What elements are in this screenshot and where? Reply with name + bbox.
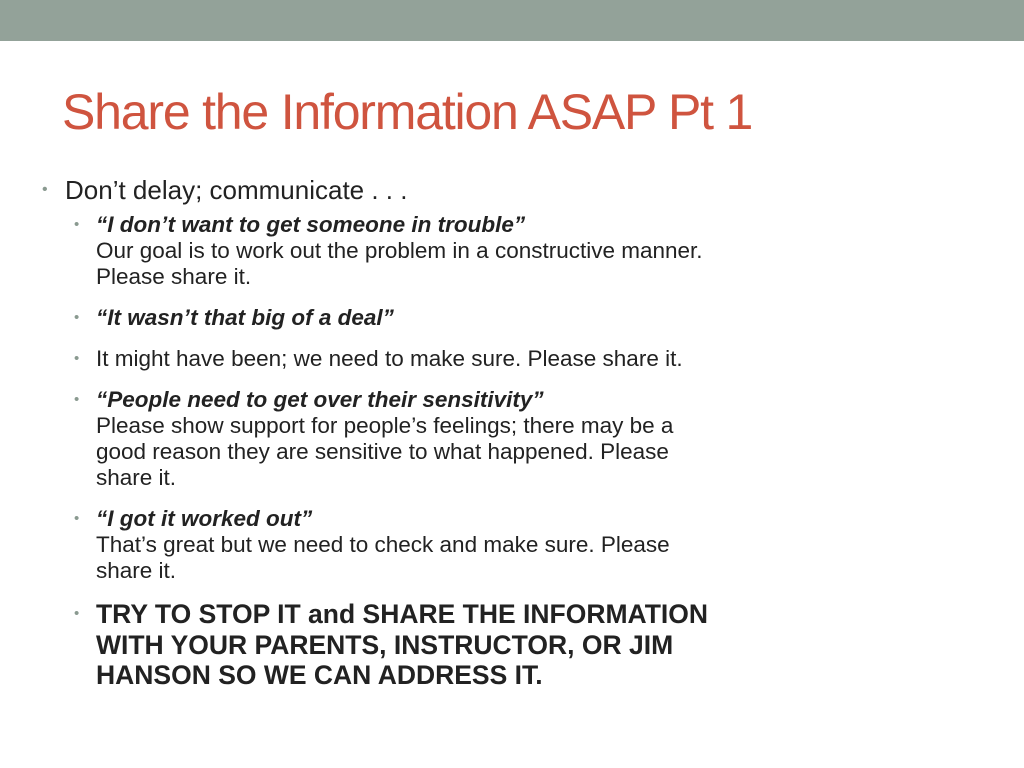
slide-body bbox=[42, 174, 882, 706]
sub-bullet-might-have-been bbox=[42, 346, 882, 372]
call-to-action-line: WITH YOUR PARENTS, INSTRUCTOR, OR JIM bbox=[96, 629, 674, 660]
response-line: Please show support for people’s feelings; there may be a bbox=[96, 413, 674, 439]
sub-bullet-worked-out bbox=[42, 506, 882, 583]
response-line: share it. bbox=[96, 557, 177, 583]
sub-bullet-big-deal bbox=[42, 305, 882, 331]
sub-bullet-call-to-action bbox=[42, 599, 882, 691]
bullet-dot-icon: • bbox=[74, 605, 80, 623]
bullet-dot-icon: • bbox=[74, 391, 80, 409]
quote-text: “I don’t want to get someone in trouble” bbox=[96, 212, 526, 237]
quote-text: “It wasn’t that big of a deal” bbox=[96, 304, 394, 330]
response-line: It might have been; we need to make sure. Please share it. bbox=[96, 346, 683, 372]
response-line: That’s great but we need to check and make sure. Please bbox=[96, 531, 670, 557]
response-line: share it. bbox=[96, 464, 177, 490]
response-line: Please share it. bbox=[96, 263, 252, 289]
top-accent-band bbox=[0, 0, 1024, 41]
call-to-action-line: TRY TO STOP IT and SHARE THE INFORMATION bbox=[96, 599, 708, 630]
call-to-action-line: HANSON SO WE CAN ADDRESS IT. bbox=[96, 660, 543, 691]
response-line: Our goal is to work out the problem in a constructive manner. bbox=[96, 237, 703, 263]
bullet-dot-icon: • bbox=[74, 510, 80, 528]
quote-text: “People need to get over their sensitivity” bbox=[96, 387, 544, 413]
bullet-text: Don’t delay; communicate . . . bbox=[65, 175, 408, 205]
quote-text: “I got it worked out” bbox=[96, 506, 313, 532]
sub-bullet-trouble bbox=[42, 212, 882, 289]
bullet-dot-icon: • bbox=[74, 308, 80, 326]
bullet-dot-icon: • bbox=[42, 181, 48, 198]
bullet-dot-icon: • bbox=[74, 350, 80, 368]
bullet-dot-icon: • bbox=[74, 216, 80, 233]
bullet-communicate bbox=[42, 174, 882, 206]
slide-title: Share the Information ASAP Pt 1 bbox=[62, 84, 753, 140]
response-line: good reason they are sensitive to what happened. Please bbox=[96, 439, 669, 465]
sub-bullet-sensitivity bbox=[42, 387, 882, 490]
